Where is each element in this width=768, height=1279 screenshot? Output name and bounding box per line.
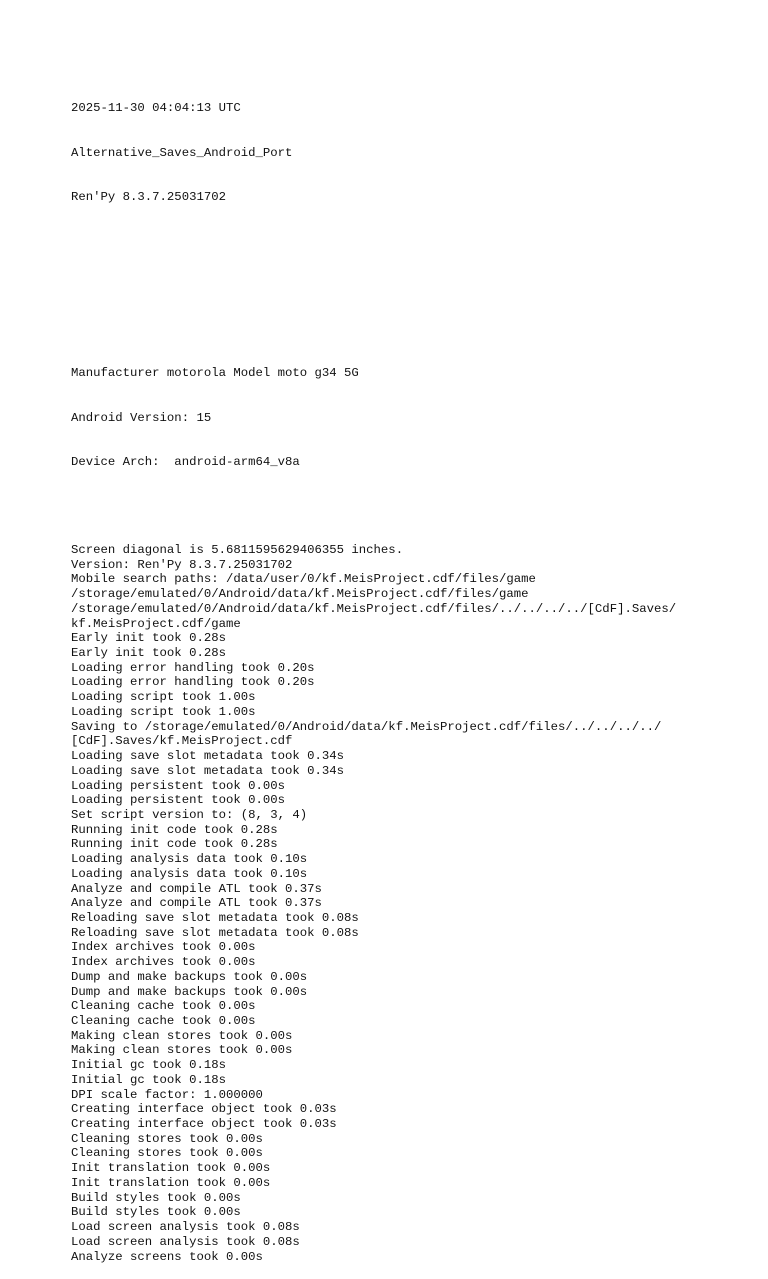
blank-line [71,322,761,337]
log-line: Initial gc took 0.18s [71,1058,226,1073]
log-line: Index archives took 0.00s [71,955,256,970]
log-device-model: Manufacturer motorola Model moto g34 5G [71,366,359,381]
log-line: Cleaning stores took 0.00s [71,1146,263,1161]
log-line: Running init code took 0.28s [71,837,278,852]
log-line: Making clean stores took 0.00s [71,1028,293,1043]
log-line: Reloading save slot metadata took 0.08s [71,910,359,925]
log-line: Loading save slot metadata took 0.34s [71,763,345,778]
log-line: Build styles took 0.00s [71,1190,241,1205]
log-line: Cleaning cache took 0.00s [71,999,256,1014]
log-line: Loading persistent took 0.00s [71,793,286,808]
log-line: Loading script took 1.00s [71,690,256,705]
log-line: Loading save slot metadata took 0.34s [71,749,345,764]
log-line: Early init took 0.28s [71,631,226,646]
log-line: Analyze and compile ATL took 0.37s [71,881,322,896]
log-line: Load screen analysis took 0.08s [71,1234,300,1249]
log-line: Version: Ren'Py 8.3.7.25031702 [71,557,293,572]
log-line: Creating interface object took 0.03s [71,1117,337,1132]
log-line: [CdF].Saves/kf.MeisProject.cdf [71,734,293,749]
log-line: Loading analysis data took 0.10s [71,852,308,867]
log-line: Reloading save slot metadata took 0.08s [71,925,359,940]
log-line: Cleaning cache took 0.00s [71,1014,256,1028]
log-line: Analyze and compile ATL took 0.37s [71,896,322,911]
log-line: Index archives took 0.00s [71,940,256,955]
log-line: Dump and make backups took 0.00s [71,969,308,984]
log-line: Init translation took 0.00s [71,1175,271,1190]
log-line: /storage/emulated/0/Android/data/kf.MeisProject.cdf/files/../../../../[CdF].Saves/ [71,601,677,616]
log-line: Loading error handling took 0.20s [71,675,315,690]
log-line: Loading persistent took 0.00s [71,778,286,793]
log-line: Dump and make backups took 0.00s [71,984,308,999]
log-line: Saving to /storage/emulated/0/Android/data/kf.MeisProject.cdf/files/../../../../ [71,719,662,734]
log-android-version: Android Version: 15 [71,410,212,425]
log-line: /storage/emulated/0/Android/data/kf.MeisProject.cdf/files/game [71,587,529,602]
log-line: Early init took 0.28s [71,646,226,661]
log-line: Mobile search paths: /data/user/0/kf.MeisProject.cdf/files/game [71,572,536,587]
log-line: Running init code took 0.28s [71,822,278,837]
log-line: Creating interface object took 0.03s [71,1102,337,1117]
log-lines [71,543,761,1264]
log-line: Analyze screens took 0.00s [71,1249,263,1264]
log-line: Loading error handling took 0.20s [71,660,315,675]
blank-line [71,278,761,293]
log-line: Cleaning stores took 0.00s [71,1131,263,1146]
log-line: Init translation took 0.00s [71,1161,271,1176]
log-line: Loading script took 1.00s [71,704,256,719]
log-app-name: Alternative_Saves_Android_Port [71,145,293,160]
log-line: Initial gc took 0.18s [71,1072,226,1087]
log-document [71,72,761,1279]
log-engine-version: Ren'Py 8.3.7.25031702 [71,189,226,204]
log-device-arch: Device Arch: android-arm64_v8a [71,454,300,469]
log-line: kf.MeisProject.cdf/game [71,616,241,631]
log-line: DPI scale factor: 1.000000 [71,1087,263,1102]
blank-line [71,234,761,249]
blank-line [71,499,761,514]
log-line: Build styles took 0.00s [71,1205,241,1220]
log-line: Set script version to: (8, 3, 4) [71,807,308,822]
log-line: Loading analysis data took 0.10s [71,866,308,881]
log-line: Screen diagonal is 5.6811595629406355 inches. [71,543,404,557]
log-line: Load screen analysis took 0.08s [71,1220,300,1235]
log-timestamp: 2025-11-30 04:04:13 UTC [71,101,241,116]
log-line: Making clean stores took 0.00s [71,1043,293,1058]
